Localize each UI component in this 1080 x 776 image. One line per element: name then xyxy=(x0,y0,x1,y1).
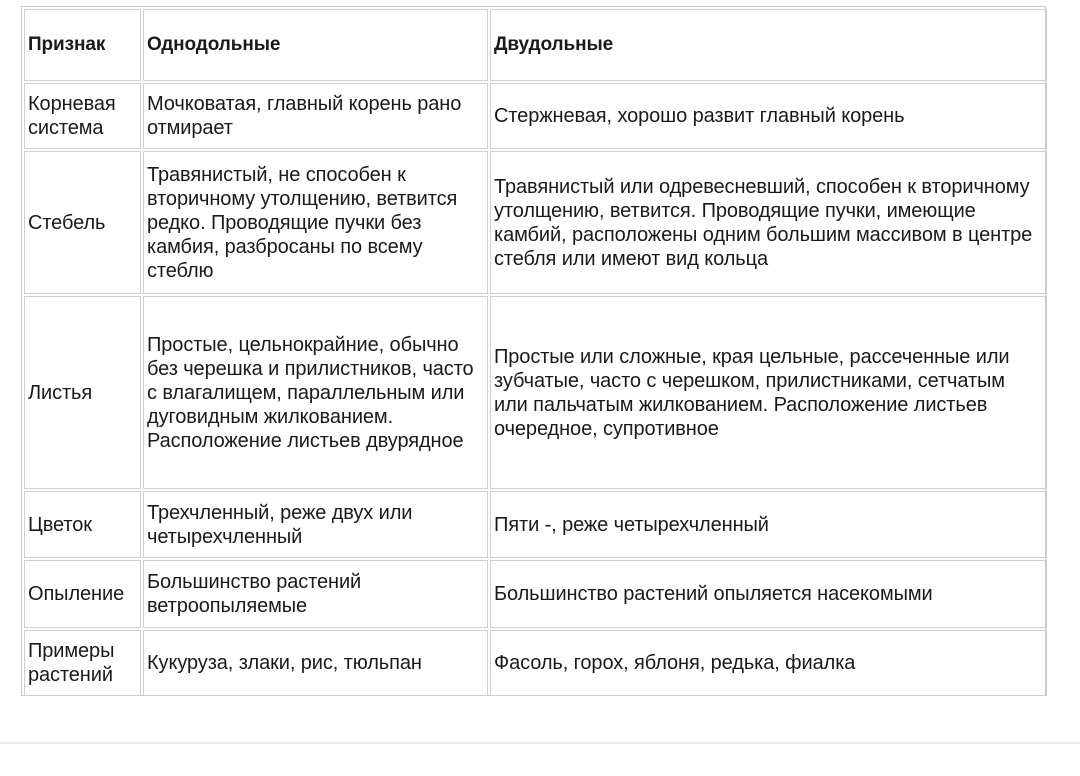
feature-cell: Корневая система xyxy=(24,83,141,149)
feature-cell: Примеры растений xyxy=(24,630,141,696)
feature-cell: Цветок xyxy=(24,491,141,558)
monocot-cell: Кукуруза, злаки, рис, тюльпан xyxy=(143,630,488,696)
monocot-cell: Мочковатая, главный корень рано отмирает xyxy=(143,83,488,149)
monocot-dicot-table xyxy=(22,7,1049,698)
table-header-row xyxy=(24,9,1047,81)
table-row xyxy=(24,630,1047,696)
monocot-cell: Трехчленный, реже двух или четырехчленный xyxy=(143,491,488,558)
header-dicots: Двудольные xyxy=(490,9,1047,81)
table-row xyxy=(24,296,1047,489)
feature-cell: Стебель xyxy=(24,151,141,294)
table-row xyxy=(24,83,1047,149)
dicot-cell: Фасоль, горох, яблоня, редька, фиалка xyxy=(490,630,1047,696)
monocot-cell: Простые, цельнокрайние, обычно без черешка и прилистников, часто с влагалищем, параллельным или дуговидным жилкованием. Расположение листьев двурядное xyxy=(143,296,488,489)
feature-cell: Опыление xyxy=(24,560,141,628)
table-row xyxy=(24,151,1047,294)
comparison-table xyxy=(21,6,1046,696)
monocot-cell: Травянистый, не способен к вторичному утолщению, ветвится редко. Проводящие пучки без камбия, разбросаны по всему стеблю xyxy=(143,151,488,294)
dicot-cell: Травянистый или одревесневший, способен к вторичному утолщению, ветвится. Проводящие пучки, имеющие камбий, расположены одним большим массивом в центре стебля или имеют вид кольца xyxy=(490,151,1047,294)
table-row xyxy=(24,560,1047,628)
feature-cell: Листья xyxy=(24,296,141,489)
dicot-cell: Большинство растений опыляется насекомыми xyxy=(490,560,1047,628)
header-feature: Признак xyxy=(24,9,141,81)
dicot-cell: Пяти -, реже четырехчленный xyxy=(490,491,1047,558)
table-row xyxy=(24,491,1047,558)
bottom-divider xyxy=(0,742,1080,744)
monocot-cell: Большинство растений ветроопыляемые xyxy=(143,560,488,628)
dicot-cell: Простые или сложные, края цельные, рассеченные или зубчатые, часто с черешком, прилистниками, сетчатым или пальчатым жилкованием. Расположение листьев очередное, супротивное xyxy=(490,296,1047,489)
dicot-cell: Стержневая, хорошо развит главный корень xyxy=(490,83,1047,149)
header-monocots: Однодольные xyxy=(143,9,488,81)
